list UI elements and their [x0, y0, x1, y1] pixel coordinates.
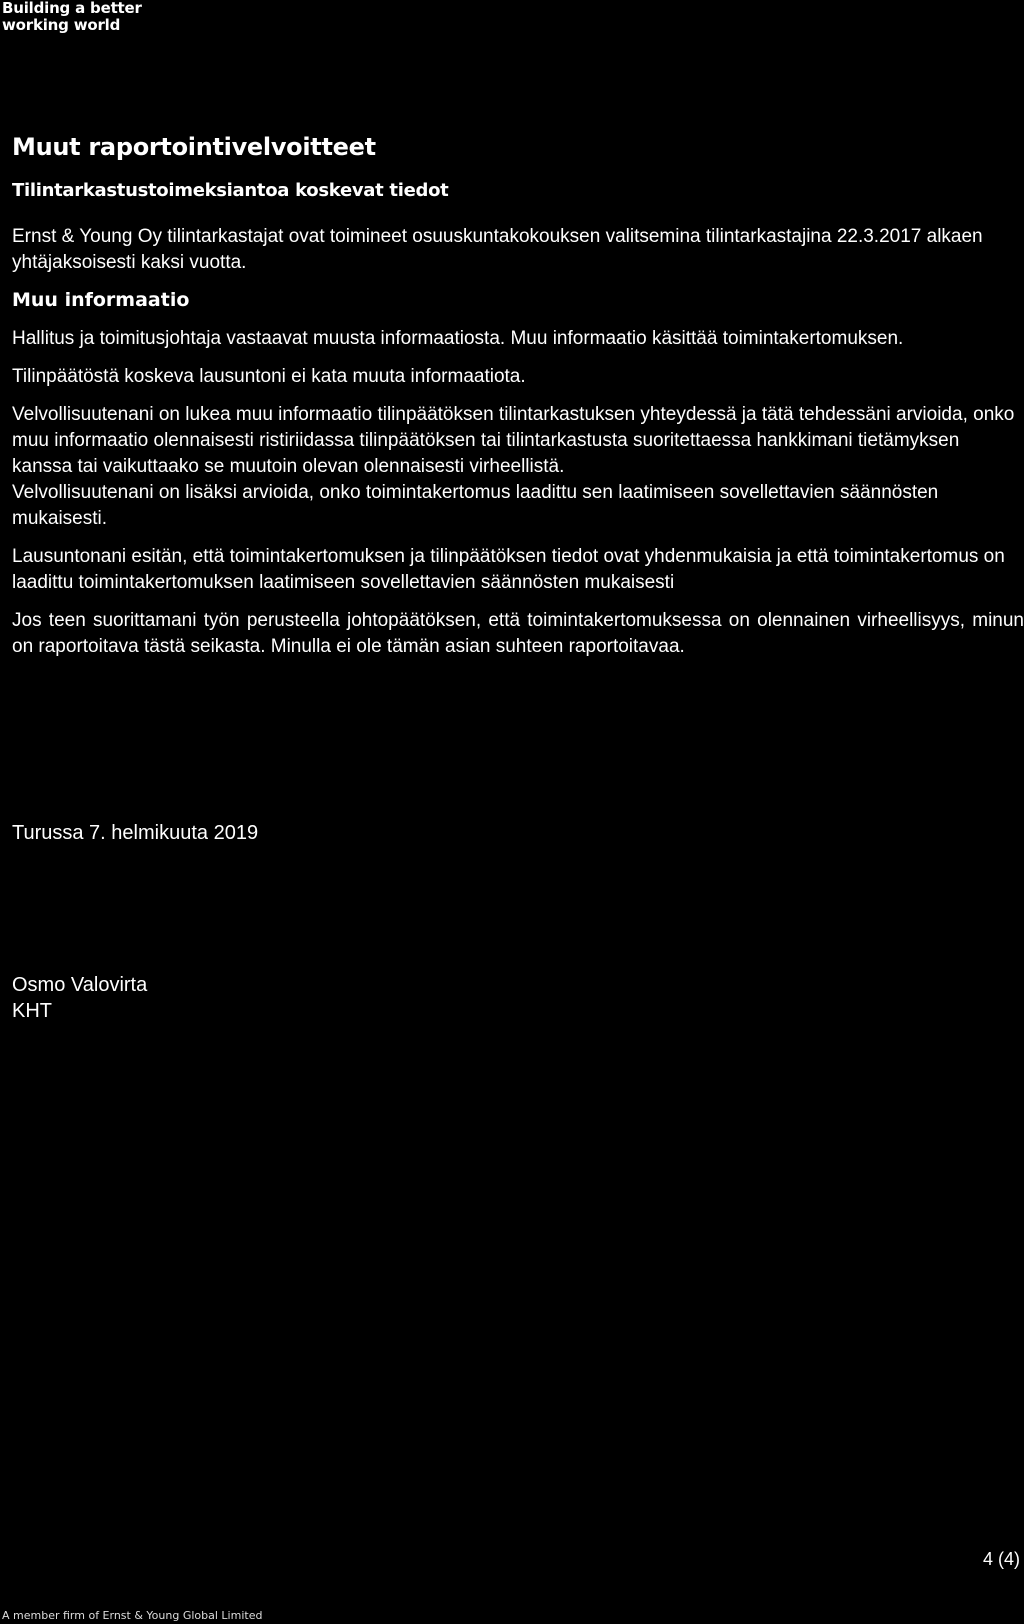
page-number: 4 (4): [982, 1549, 1020, 1569]
footer-text: A member firm of Ernst & Young Global Limited: [2, 1609, 263, 1622]
section-subtitle: Tilintarkastustoimeksiantoa koskevat tiedot: [12, 180, 449, 201]
tagline-line-1: Building a better: [2, 0, 142, 17]
other-info-paragraph-4: Velvollisuutenani on lisäksi arvioida, onko toimintakertomus laadittu sen laatimiseen sovellettavien säännösten mukaisesti.: [12, 482, 939, 529]
signer-name: Osmo Valovirta: [12, 974, 148, 996]
brand-tagline: [2, 0, 142, 34]
other-info-paragraph-3: Velvollisuutenani on lukea muu informaatio tilinpäätöksen tilintarkastuksen yhteydessä ja tätä tehdessäni arvioida, onko muu informaatio olennaisesti ristiriidassa tilinpäätöksen tai tilintarkastusta suoritettaessa hankkimani tietämyksen kanssa tai vaikuttaako se muutoin olevan olennaisesti virheellistä.: [12, 404, 1015, 477]
document-body: [12, 132, 1024, 672]
signer-title: KHT: [12, 1000, 52, 1022]
signature-block: [12, 972, 147, 1024]
place-and-date: Turussa 7. helmikuuta 2019: [12, 822, 259, 844]
other-info-heading: Muu informaatio: [12, 289, 190, 311]
other-info-paragraph-1: Hallitus ja toimitusjohtaja vastaavat muusta informaatiosta. Muu informaatio käsittää toimintakertomuksen.: [12, 328, 904, 349]
tagline-line-2: working world: [2, 16, 121, 34]
section-title: Muut raportointivelvoitteet: [12, 133, 376, 161]
other-info-paragraph-5: Lausuntonani esitän, että toimintakertomuksen ja tilinpäätöksen tiedot ovat yhdenmukaisia ja että toimintakertomus on laadittu toimintakertomuksen laatimiseen sovellettavien säännösten mukaisesti: [12, 546, 1005, 593]
other-info-paragraph-6: Jos teen suorittamani työn perusteella johtopäätöksen, että toimintakertomuksessa on olennainen virheellisyys, minun on raportoitava tästä seikasta. Minulla ei ole tämän asian suhteen raportoitavaa.: [12, 610, 1024, 657]
engagement-paragraph: Ernst & Young Oy tilintarkastajat ovat toimineet osuuskuntakokouksen valitsemina tilintarkastajina 22.3.2017 alkaen yhtäjaksoisesti kaksi vuotta.: [12, 226, 983, 273]
other-info-paragraph-2: Tilinpäätöstä koskeva lausuntoni ei kata muuta informaatiota.: [12, 366, 526, 387]
